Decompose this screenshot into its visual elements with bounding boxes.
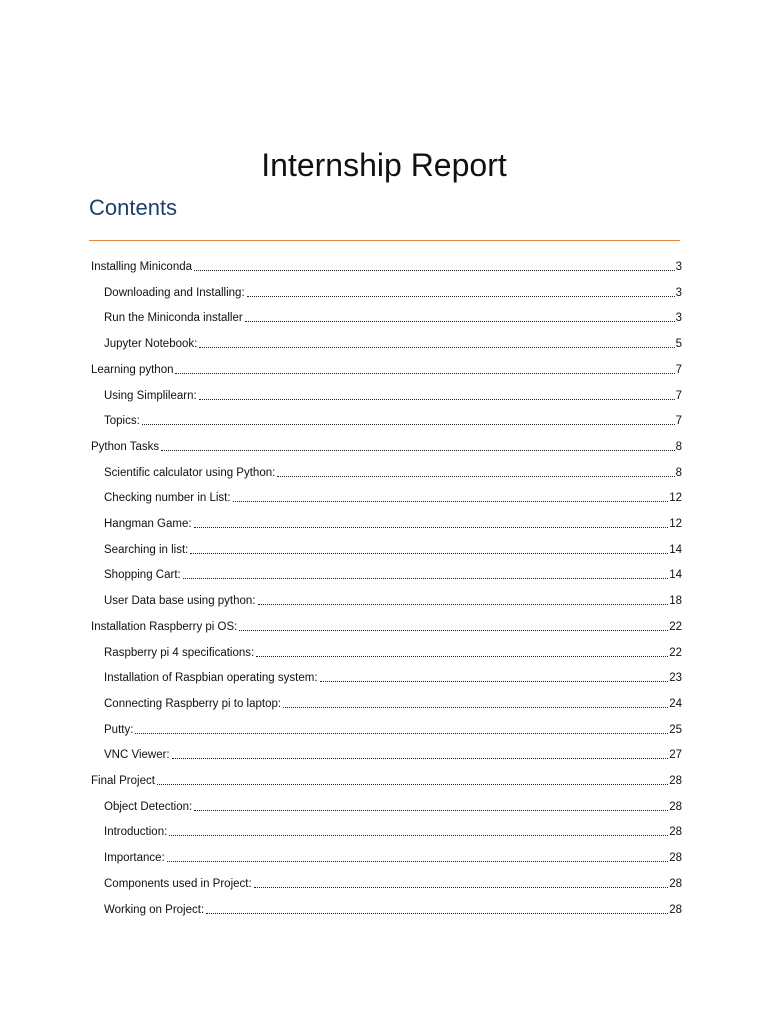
toc-entry-title: Importance: bbox=[104, 852, 165, 865]
toc-entry-title: Raspberry pi 4 specifications: bbox=[104, 646, 255, 659]
toc-entry[interactable] bbox=[104, 740, 682, 762]
toc-entry-page-number: 28 bbox=[669, 826, 682, 839]
toc-dot-leader bbox=[183, 578, 668, 579]
toc-entry-page-number: 25 bbox=[669, 723, 682, 736]
toc-dot-leader bbox=[157, 784, 668, 785]
toc-dot-leader bbox=[194, 270, 675, 271]
toc-dot-leader bbox=[194, 810, 668, 811]
toc-entry-page-number: 12 bbox=[669, 492, 682, 505]
toc-dot-leader bbox=[169, 835, 668, 836]
toc-entry[interactable] bbox=[104, 509, 682, 531]
toc-entry[interactable] bbox=[91, 355, 682, 377]
toc-entry-title: Jupyter Notebook: bbox=[104, 338, 198, 351]
toc-entry[interactable] bbox=[104, 638, 682, 660]
toc-dot-leader bbox=[190, 553, 668, 554]
toc-entry-title: Run the Miniconda installer bbox=[104, 312, 243, 325]
toc-entry-page-number: 7 bbox=[675, 363, 682, 376]
toc-dot-leader bbox=[254, 887, 669, 888]
toc-entry-page-number: 3 bbox=[675, 286, 682, 299]
toc-entry-page-number: 28 bbox=[669, 877, 682, 890]
toc-entry[interactable] bbox=[104, 869, 682, 891]
toc-entry-title: Connecting Raspberry pi to laptop: bbox=[104, 697, 282, 710]
contents-heading: Contents bbox=[89, 195, 178, 220]
toc-dot-leader bbox=[239, 630, 668, 631]
toc-entry-page-number: 7 bbox=[675, 389, 682, 402]
toc-entry-page-number: 22 bbox=[669, 620, 682, 633]
toc-entry-title: User Data base using python: bbox=[104, 595, 256, 608]
toc-dot-leader bbox=[142, 424, 675, 425]
toc-entry[interactable] bbox=[104, 535, 682, 557]
toc-entry-title: Downloading and Installing: bbox=[104, 286, 245, 299]
toc-dot-leader bbox=[199, 347, 674, 348]
toc-entry[interactable] bbox=[91, 432, 682, 454]
toc-entry[interactable] bbox=[104, 663, 682, 685]
toc-entry-page-number: 18 bbox=[669, 595, 682, 608]
toc-entry[interactable] bbox=[104, 560, 682, 582]
toc-entry-title: Introduction: bbox=[104, 826, 168, 839]
toc-entry[interactable] bbox=[104, 817, 682, 839]
toc-entry-page-number: 14 bbox=[669, 543, 682, 556]
toc-entry-page-number: 7 bbox=[675, 415, 682, 428]
toc-entry-title: Installing Miniconda bbox=[91, 261, 193, 273]
toc-entry-page-number: 12 bbox=[669, 518, 682, 530]
toc-entry[interactable] bbox=[104, 458, 682, 480]
toc-entry[interactable] bbox=[104, 329, 682, 351]
toc-dot-leader bbox=[277, 476, 674, 477]
toc-entry-page-number: 8 bbox=[675, 440, 682, 453]
toc-entry-title: Object Detection: bbox=[104, 800, 193, 813]
toc-entry-page-number: 28 bbox=[669, 775, 682, 787]
toc-dot-leader bbox=[320, 681, 669, 682]
toc-entry-title: Hangman Game: bbox=[104, 518, 192, 530]
toc-entry[interactable] bbox=[104, 483, 682, 505]
toc-entry-title: Topics: bbox=[104, 415, 140, 428]
toc-entry-title: VNC Viewer: bbox=[104, 749, 170, 762]
toc-entry-title: Searching in list: bbox=[104, 543, 189, 556]
toc-entry-page-number: 23 bbox=[669, 672, 682, 685]
toc-entry-page-number: 14 bbox=[669, 569, 682, 582]
toc-entry[interactable] bbox=[104, 586, 682, 608]
toc-entry-page-number: 28 bbox=[669, 903, 682, 916]
toc-dot-leader bbox=[245, 321, 675, 322]
toc-entry[interactable] bbox=[104, 303, 682, 325]
toc-entry-page-number: 3 bbox=[675, 312, 682, 325]
toc-entry[interactable] bbox=[104, 843, 682, 865]
page-title: Internship Report bbox=[261, 147, 507, 183]
toc-dot-leader bbox=[194, 527, 669, 528]
toc-entry-page-number: 5 bbox=[675, 338, 682, 351]
toc-dot-leader bbox=[172, 758, 669, 759]
toc-dot-leader bbox=[258, 604, 669, 605]
toc-dot-leader bbox=[233, 501, 669, 502]
toc-dot-leader bbox=[199, 399, 675, 400]
toc-dot-leader bbox=[256, 656, 668, 657]
toc-entry[interactable] bbox=[91, 612, 682, 634]
toc-dot-leader bbox=[135, 733, 668, 734]
toc-entry-page-number: 22 bbox=[669, 646, 682, 659]
toc-entry[interactable] bbox=[104, 689, 682, 711]
toc-entry[interactable] bbox=[104, 792, 682, 814]
toc-entry-title: Scientific calculator using Python: bbox=[104, 466, 276, 479]
toc-entry[interactable] bbox=[104, 715, 682, 737]
toc-entry-title: Python Tasks bbox=[91, 440, 160, 453]
toc-dot-leader bbox=[247, 296, 675, 297]
toc-entry-title: Shopping Cart: bbox=[104, 569, 181, 582]
toc-entry-title: Final Project bbox=[91, 775, 155, 787]
toc-dot-leader bbox=[283, 707, 668, 708]
toc-entry[interactable] bbox=[104, 278, 682, 300]
toc-entry-page-number: 28 bbox=[669, 852, 682, 865]
toc-entry-page-number: 28 bbox=[669, 800, 682, 813]
heading-divider bbox=[89, 240, 680, 241]
toc-dot-leader bbox=[161, 450, 674, 451]
toc-entry-title: Using Simplilearn: bbox=[104, 389, 197, 402]
toc-entry-title: Putty: bbox=[104, 723, 134, 736]
toc-entry[interactable] bbox=[91, 252, 682, 274]
toc-entry-title: Components used in Project: bbox=[104, 877, 252, 890]
toc-entry-page-number: 8 bbox=[675, 466, 682, 479]
toc-dot-leader bbox=[167, 861, 668, 862]
toc-dot-leader bbox=[175, 373, 674, 374]
toc-entry[interactable] bbox=[104, 895, 682, 917]
toc-entry-title: Checking number in List: bbox=[104, 492, 231, 505]
toc-dot-leader bbox=[206, 913, 668, 914]
toc-entry-page-number: 24 bbox=[669, 697, 682, 710]
toc-entry[interactable] bbox=[104, 381, 682, 403]
toc-entry-page-number: 3 bbox=[675, 261, 682, 273]
toc-entry-title: Working on Project: bbox=[104, 903, 205, 916]
toc-entry[interactable] bbox=[91, 766, 682, 788]
toc-entry-page-number: 27 bbox=[669, 749, 682, 762]
toc-entry[interactable] bbox=[104, 406, 682, 428]
toc-entry-title: Installation Raspberry pi OS: bbox=[91, 620, 238, 633]
toc-entry-title: Installation of Raspbian operating system: bbox=[104, 672, 318, 685]
toc-entry-title: Learning python bbox=[91, 363, 174, 376]
